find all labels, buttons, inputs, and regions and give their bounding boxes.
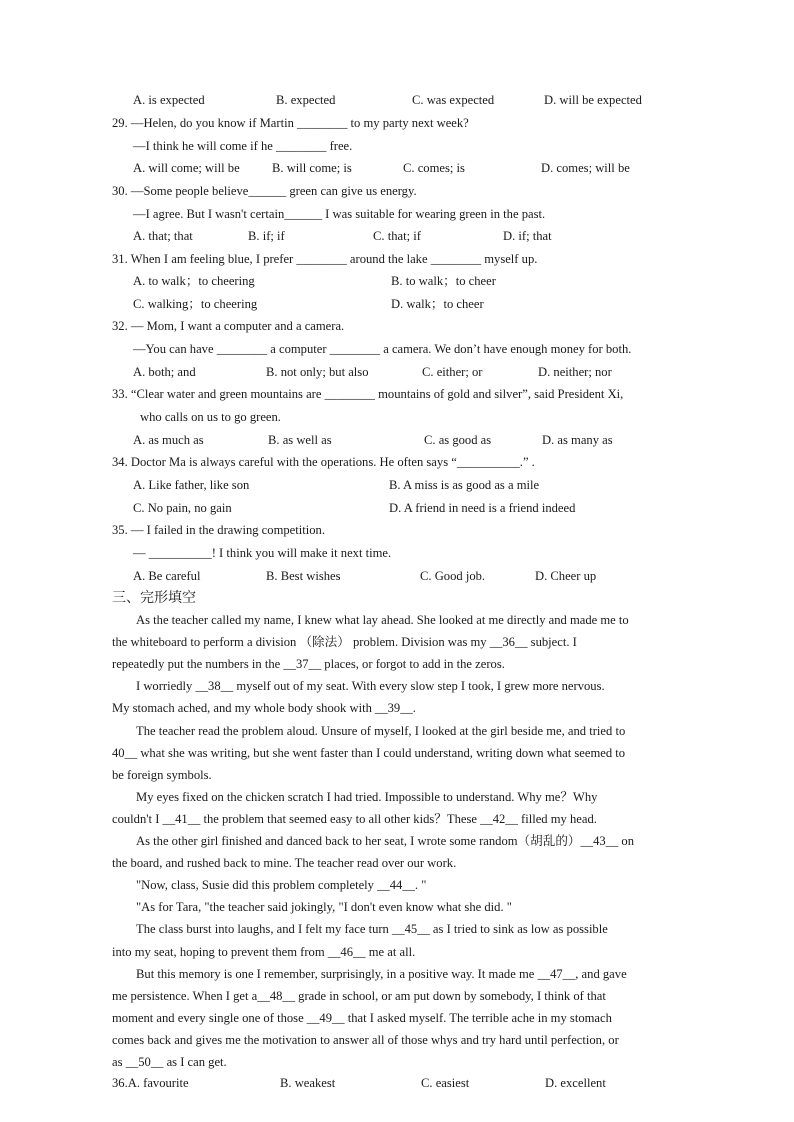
q35-option-b: B. Best wishes	[266, 569, 341, 583]
passage-line: As the other girl finished and danced back to her seat, I wrote some random（胡乱的）__43__ on	[136, 834, 635, 848]
q32-reply: —You can have ________ a computer ________ a camera. We don’t have enough money for both.	[133, 342, 632, 356]
section-heading-cloze: 三、完形填空	[112, 590, 196, 606]
q30-stem: 30. —Some people believe______ green can give us energy.	[112, 184, 417, 198]
q33-option-c: C. as good as	[424, 433, 492, 447]
q32-option-d: D. neither; nor	[538, 365, 612, 379]
passage-line: moment and every single one of those __49__ that I asked myself. The terrible ache in my stomach	[112, 1011, 612, 1025]
q29-reply: —I think he will come if he ________ free.	[133, 139, 353, 153]
q31-option-c: C. walking；to cheering	[133, 297, 258, 311]
passage-line: the board, and rushed back to mine. The teacher read over our work.	[112, 856, 457, 870]
q36-option-b: B. weakest	[280, 1076, 336, 1090]
q32-option-c: C. either; or	[422, 365, 483, 379]
passage-line: I worriedly __38__ myself out of my seat. With every slow step I took, I grew more nervous.	[136, 679, 605, 693]
q31-option-b: B. to walk；to cheer	[391, 274, 496, 288]
passage-line: comes back and gives me the motivation to answer all of those whys and try hard until perfection, or	[112, 1033, 619, 1047]
q34-option-c: C. No pain, no gain	[133, 501, 232, 515]
q29-option-c: C. comes; is	[403, 161, 465, 175]
q33-stem-line1: 33. “Clear water and green mountains are ________ mountains of gold and silver”, said President Xi,	[112, 387, 624, 401]
q31-option-a: A. to walk；to cheering	[133, 274, 255, 288]
passage-line: "Now, class, Susie did this problem completely __44__. "	[136, 878, 427, 892]
q29-stem: 29. —Helen, do you know if Martin ________ to my party next week?	[112, 116, 469, 130]
q32-stem: 32. — Mom, I want a computer and a camera.	[112, 319, 345, 333]
q28-option-c: C. was expected	[412, 93, 495, 107]
q35-reply: — __________! I think you will make it next time.	[133, 546, 392, 560]
q31-stem: 31. When I am feeling blue, I prefer ________ around the lake ________ myself up.	[112, 252, 538, 266]
passage-line: The class burst into laughs, and I felt my face turn __45__ as I tried to sink as low as possible	[136, 922, 608, 936]
q28-option-d: D. will be expected	[544, 93, 642, 107]
passage-line: The teacher read the problem aloud. Unsure of myself, I looked at the girl beside me, and tried to	[136, 724, 626, 738]
q29-option-d: D. comes; will be	[541, 161, 630, 175]
q30-option-a: A. that; that	[133, 229, 193, 243]
q29-option-b: B. will come; is	[272, 161, 352, 175]
q29-option-a: A. will come; will be	[133, 161, 240, 175]
q32-option-a: A. both; and	[133, 365, 196, 379]
passage-line: My stomach ached, and my whole body shook with __39__.	[112, 701, 416, 715]
q34-option-d: D. A friend in need is a friend indeed	[389, 501, 576, 515]
q31-option-d: D. walk；to cheer	[391, 297, 484, 311]
q30-reply: —I agree. But I wasn't certain______ I was suitable for wearing green in the past.	[133, 207, 546, 221]
passage-line: My eyes fixed on the chicken scratch I had tried. Impossible to understand. Why me？Why	[136, 790, 598, 804]
passage-line: be foreign symbols.	[112, 768, 212, 782]
q33-stem-line2: who calls on us to go green.	[140, 410, 281, 424]
q34-option-b: B. A miss is as good as a mile	[389, 478, 540, 492]
passage-line: But this memory is one I remember, surprisingly, in a positive way. It made me __47__, and gave	[136, 967, 627, 981]
passage-line: the whiteboard to perform a division （除法） problem. Division was my __36__ subject. I	[112, 635, 577, 649]
q33-option-d: D. as many as	[542, 433, 613, 447]
q35-option-d: D. Cheer up	[535, 569, 597, 583]
passage-line: 40__ what she was writing, but she went faster than I could understand, writing down what seemed to	[112, 746, 626, 760]
q30-option-d: D. if; that	[503, 229, 552, 243]
passage-line: as __50__ as I can get.	[112, 1055, 227, 1069]
q35-stem: 35. — I failed in the drawing competition.	[112, 523, 325, 537]
q32-option-b: B. not only; but also	[266, 365, 369, 379]
q36-option-d: D. excellent	[545, 1076, 606, 1090]
passage-line: me persistence. When I get a__48__ grade in school, or am put down by somebody, I think of that	[112, 989, 606, 1003]
q33-option-a: A. as much as	[133, 433, 204, 447]
q30-option-c: C. that; if	[373, 229, 421, 243]
q33-option-b: B. as well as	[268, 433, 332, 447]
passage-line: couldn't I __41__ the problem that seemed easy to all other kids？These __42__ filled my head.	[112, 812, 597, 826]
passage-line: repeatedly put the numbers in the __37__ places, or forgot to add in the zeros.	[112, 657, 505, 671]
q28-option-a: A. is expected	[133, 93, 205, 107]
q28-option-b: B. expected	[276, 93, 336, 107]
q35-option-a: A. Be careful	[133, 569, 201, 583]
q36-option-a: 36.A. favourite	[112, 1076, 189, 1090]
q30-option-b: B. if; if	[248, 229, 285, 243]
passage-line: As the teacher called my name, I knew what lay ahead. She looked at me directly and made me to	[136, 613, 629, 627]
q34-option-a: A. Like father, like son	[133, 478, 250, 492]
q36-option-c: C. easiest	[421, 1076, 470, 1090]
q34-stem: 34. Doctor Ma is always careful with the operations. He often says “__________.” .	[112, 455, 535, 469]
q35-option-c: C. Good job.	[420, 569, 486, 583]
passage-line: "As for Tara, "the teacher said jokingly, "I don't even know what she did. "	[136, 900, 512, 914]
passage-line: into my seat, hoping to prevent them from __46__ me at all.	[112, 945, 416, 959]
